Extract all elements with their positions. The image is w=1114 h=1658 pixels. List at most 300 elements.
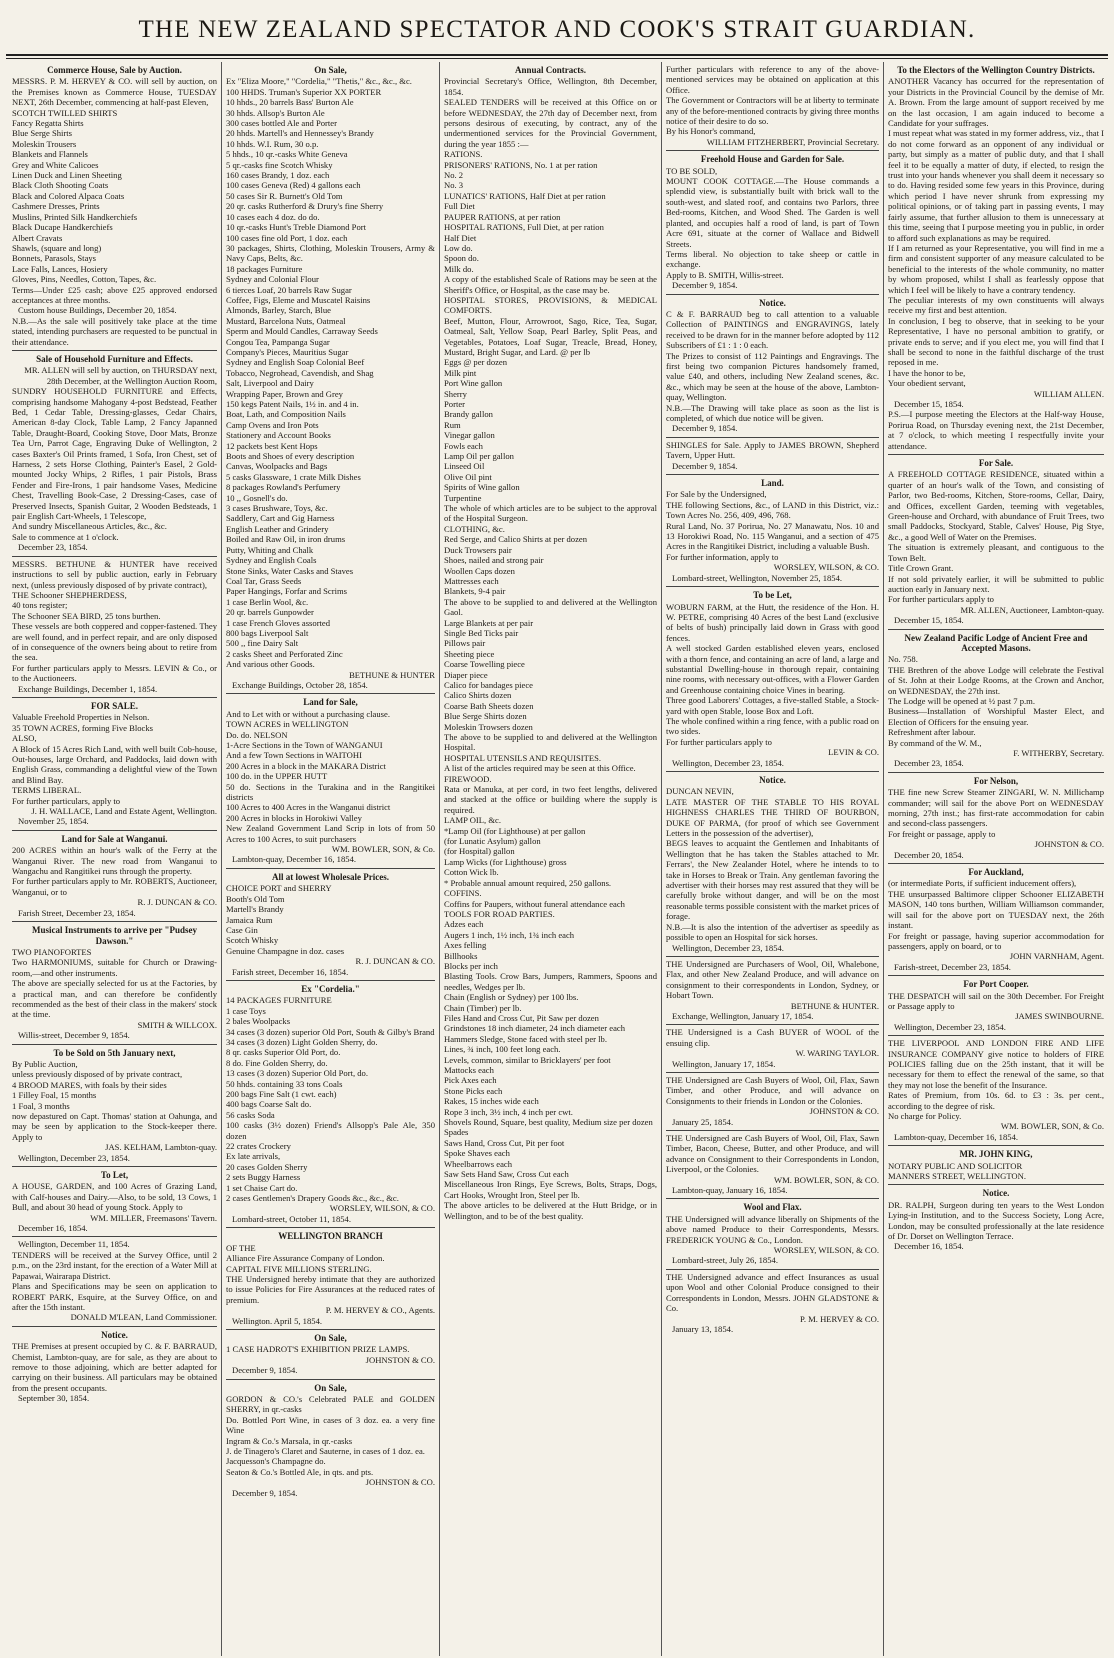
advertisement xyxy=(888,1036,1104,1146)
ad-line: Sydney and English Coals xyxy=(226,555,317,566)
ad-heading: MR. JOHN KING, xyxy=(959,1149,1033,1160)
ad-line: Boat, Lath, and Composition Nails xyxy=(226,409,346,420)
ad-line: Rope 3 inch, 3½ inch, 4 inch per cwt. xyxy=(444,1106,573,1117)
ad-line: 100 cases fine old Port, 1 doz. each xyxy=(226,232,348,243)
ad-line: 10 hhds., 20 barrels Bass' Burton Ale xyxy=(226,97,354,108)
advertisement xyxy=(666,1025,879,1073)
ad-line: And a few Town Sections in WAITOHI xyxy=(226,750,362,761)
ad-line: HOSPITAL UTENSILS AND REQUISITES. xyxy=(444,752,602,763)
ad-line: Wheelbarrows each xyxy=(444,1158,512,1169)
ad-line: Black Cloth Shooting Coats xyxy=(12,180,109,191)
ad-line: Coarse Bath Sheets dozen xyxy=(444,700,534,711)
ad-line: Gloves, Pins, Needles, Cotton, Tapes, &c. xyxy=(12,274,157,285)
ad-date: Wellington, January 17, 1854. xyxy=(672,1058,776,1069)
advertisement xyxy=(12,557,217,698)
ad-line: For further particulars, apply to xyxy=(12,795,121,806)
ad-line: For Sale by the Undersigned, xyxy=(666,489,767,500)
ad-line: Adzes each xyxy=(444,919,484,930)
ad-date: December 15, 1854. xyxy=(894,399,964,409)
ad-line: SCOTCH TWILLED SHIRTS xyxy=(12,107,118,118)
ad-line: THE Undersigned are Cash Buyers of Wool, Oil, Flax, Sawn Timber, Bacon, Cheese, Butter, and other Produce, and will advance on Consignment to their Correspondents in London, Liverpool, or the Colonies. xyxy=(666,1133,879,1175)
ad-line: The situation is extremely pleasant, and contiguous to the Town Belt. xyxy=(888,542,1104,563)
advertisement xyxy=(226,981,435,1228)
ad-line: Muslins, Printed Silk Handkerchiefs xyxy=(12,211,138,222)
ad-line: 1 set Chaise Cart do. xyxy=(226,1182,298,1193)
advertisement xyxy=(666,1131,879,1199)
ad-date: Exchange, Wellington, January 17, 1854. xyxy=(672,1010,814,1021)
ad-heading: FOR SALE. xyxy=(90,700,138,711)
ad-signature: JOHNSTON & CO. xyxy=(365,1477,435,1488)
ad-line: Scotch Whisky xyxy=(226,935,279,946)
ad-line: Martell's Brandy xyxy=(226,904,284,915)
ad-signature: WORSLEY, WILSON, & CO. xyxy=(773,1245,879,1256)
ad-signature: MR. ALLEN will sell by auction, on THURSDAY next, 28th December, at the Wellington Auction Room, xyxy=(24,365,217,386)
ad-line: 22 crates Crockery xyxy=(226,1141,291,1152)
ad-line: 10 hhds. W.I. Rum, 30 o.p. xyxy=(226,138,319,149)
ad-signature: WILLIAM FITZHERBERT, Provincial Secretary. xyxy=(706,136,879,147)
ad-line: Black Ducape Handkerchiefs xyxy=(12,222,113,233)
ad-line: Single Bed Ticks pair xyxy=(444,627,519,638)
advertisement xyxy=(666,957,879,1025)
ad-line: Plans and Specifications may be seen on application to ROBERT PARK, Esquire, at the Survey Office, on and after the 15th instant. xyxy=(12,1281,217,1312)
ad-line: Coffins for Paupers, without funeral attendance each xyxy=(444,898,625,909)
ad-date: December 23, 1854. xyxy=(894,758,964,769)
masthead xyxy=(0,0,1114,60)
ad-line: Rakes, 15 inches wide each xyxy=(444,1096,539,1107)
ad-signature: WORSLEY, WILSON, & CO. xyxy=(329,1203,435,1214)
ad-line: Shovels Round, Square, best quality, Medium size per dozen xyxy=(444,1117,653,1128)
ad-signature: JOHNSTON & CO. xyxy=(1034,839,1104,850)
ad-line: In conclusion, I beg to observe, that in seeking to be your Representative, I have no personal ambition to gratify, or private ends to serve; and if you elect me, you will find that I shall be second to none in the faithful discharge of the trust reposed in me. xyxy=(888,315,1104,368)
ad-line: HOSPITAL RATIONS, Full Diet, at per ration xyxy=(444,222,604,233)
ad-line: 30 packages, Shirts, Clothing, Moleskin Trousers, Army & Navy Caps, Belts, &c. xyxy=(226,242,435,264)
ad-line: Do. do. NELSON xyxy=(226,729,288,740)
ad-line: A HOUSE, GARDEN, and 100 Acres of Grazing Land, with Calf-houses and Dairy.—Also, to be sold, 13 Cows, 1 Bull, and about 30 head of young Stock. Apply to xyxy=(12,1181,217,1213)
ad-date: January 25, 1854. xyxy=(672,1116,734,1127)
ad-line: 34 cases (3 dozen) Light Golden Sherry, do. xyxy=(226,1036,378,1047)
ad-line: Mustard, Barcelona Nuts, Oatmeal xyxy=(226,315,346,326)
ad-line: Further particulars with reference to any of the above-mentioned services may be obtained on application at this Office. xyxy=(666,64,879,95)
ad-line: 100 Acres to 400 Acres in the Wanganui district xyxy=(226,802,391,813)
ad-signature: JOHNSTON & CO. xyxy=(809,1106,879,1117)
ad-date: Wellington, December 23, 1854. xyxy=(672,942,784,953)
ad-line: 200 Acres in blocks in Horokiwi Valley xyxy=(226,812,362,823)
ad-line: 3 cases Brushware, Toys, &c. xyxy=(226,503,328,514)
ad-line: THE DESPATCH will sail on the 30th December. For Freight or Passage apply to xyxy=(888,990,1104,1011)
ad-line: Coarse Towelling piece xyxy=(444,659,525,670)
ad-date: Wellington. April 5, 1854. xyxy=(232,1315,323,1326)
ad-line: The Government or Contractors will be at liberty to terminate any of the before-mentioned contracts by giving three months notice of their desire to do so. xyxy=(666,95,879,127)
ad-line: Full Diet xyxy=(444,201,475,212)
ad-date: Custom house Buildings, December 20, 1854. xyxy=(18,305,177,316)
ad-line: Duck Trowsers pair xyxy=(444,544,512,555)
ad-line: Salt, Liverpool and Dairy xyxy=(226,378,314,389)
ad-line: 40 tons register; xyxy=(12,600,68,611)
ad-line: A list of the articles required may be seen at this Office. xyxy=(444,763,636,774)
ad-line: 30 hhds. Allsop's Burton Ale xyxy=(226,107,325,118)
ad-heading: For Auckland, xyxy=(968,867,1024,878)
ad-line: 300 cases bottled Ale and Porter xyxy=(226,118,337,129)
ad-line: A FREEHOLD COTTAGE RESIDENCE, situated within a quarter of an hour's walk of the Town, and consisting of Parlor, two Bed-rooms, Kitchen, Store-rooms, Cellar, Dairy, and Offices, excellent Garden, teeming with vegetables, Green-house and Orchard, with abundance of Fruit Trees, two small Paddocks, Stockyard, Stable, Calves' House, Pig Stye, &c., a good Well of Water on the Premises. xyxy=(888,469,1104,542)
ad-line: THE Undersigned will advance liberally on Shipments of the above named Produce to their Correspondents, Messrs. FREDERICK YOUNG & Co., London. xyxy=(666,1213,879,1245)
ad-line: Tobacco, Negrohead, Cavendish, and Shag xyxy=(226,367,374,378)
ad-signature: JAMES SWINBOURNE. xyxy=(1015,1011,1104,1022)
ad-line: Ex late arrivals, xyxy=(226,1151,281,1162)
ad-line: 20 hhds. Martell's and Hennessey's Brandy xyxy=(226,128,374,139)
ad-line: For freight or passage, apply to xyxy=(888,828,996,839)
ad-heading: Musical Instruments to arrive per "Pudsey Dawson." xyxy=(31,925,198,946)
ad-line: Linen Duck and Linen Sheeting xyxy=(12,170,122,181)
ad-line: Milk pint xyxy=(444,367,477,378)
ad-line: 1 Filley Foal, 15 months xyxy=(12,1090,97,1101)
ad-line: 5 hhds., 10 qr.-casks White Geneva xyxy=(226,149,348,160)
ad-line: Black and Colored Alpaca Coats xyxy=(12,190,125,201)
ad-signature: LEVIN & CO. xyxy=(828,747,879,758)
ad-line: Files Hand and Cross Cut, Pit Saw per dozen xyxy=(444,1012,599,1023)
ad-line: Blankets and Flannels xyxy=(12,149,88,160)
ad-line: Stationery and Account Books xyxy=(226,430,331,441)
ad-line: 1 CASE HADROT'S EXHIBITION PRIZE LAMPS. xyxy=(226,1344,410,1355)
advertisement xyxy=(666,1270,879,1337)
ad-line: LAMP OIL, &c. xyxy=(444,815,501,826)
ad-line: If I am returned as your Representative, you will find in me a firm and consistent supporter of any measure calculated to be beneficial to the interests of the whole community, no matter by whom proposed, whilst I shall as fearlessly oppose that which I feel will be likely to have a contrary tendency. xyxy=(888,242,1104,295)
ad-signature: P. M. HERVEY & CO. xyxy=(800,1313,879,1324)
ad-line: Rum xyxy=(444,419,461,430)
advertisement xyxy=(226,869,435,981)
ad-heading: Land. xyxy=(761,478,784,489)
ad-line: Vinegar gallon xyxy=(444,430,495,441)
ad-signature: F. WITHERBY, Secretary. xyxy=(1013,748,1104,758)
ad-line: Sherry xyxy=(444,388,467,399)
ad-date: December 15, 1854. xyxy=(894,615,964,626)
ad-signature: WM. BOWLER, SON, & Co. xyxy=(331,844,435,855)
ad-date: Farish-street, December 23, 1854. xyxy=(894,961,1011,972)
ad-line: And various other Goods. xyxy=(226,659,315,670)
ad-date: December 20, 1854. xyxy=(894,849,964,860)
ad-signature: JAS. KELHAM, Lambton-quay. xyxy=(105,1142,217,1153)
ad-line: N.B.—The Drawing will take place as soon as the list is completed, of which due notice will be given. xyxy=(666,402,879,423)
ad-line: Calico Shirts dozen xyxy=(444,690,512,701)
ad-heading: To Let, xyxy=(100,1170,129,1181)
ad-heading: All at lowest Wholesale Prices. xyxy=(271,871,390,882)
ad-line: Porter xyxy=(444,399,466,409)
ad-line: Half Diet xyxy=(444,232,477,243)
ad-line: 2 casks Sheet and Perforated Zinc xyxy=(226,648,343,659)
ad-heading: To the Electors of the Wellington Country Districts. xyxy=(897,65,1095,75)
ad-line: N.B.—As the sale will positively take place at the time stated, intending purchasers are requested to be punctual in their attendance. xyxy=(12,315,217,347)
ad-line: THE Undersigned is a Cash BUYER of WOOL of the ensuing clip. xyxy=(666,1027,879,1048)
ad-signature: P. M. HERVEY & CO., Agents. xyxy=(325,1305,435,1316)
advertisement xyxy=(666,772,879,957)
ad-line: MESSRS. P. M. HERVEY & CO. will sell by auction, on the Premises known as Commerce House, TUESDAY NEXT, 26th December, commencing at half-past Eleven, xyxy=(12,76,217,108)
ad-line: MANNERS STREET, WELLINGTON. xyxy=(888,1171,1026,1182)
ad-line: The whole of which articles are to be subject to the approval of the Hospital Surgeon. xyxy=(444,503,657,524)
ad-line: 34 cases (3 dozen) superior Old Port, South & Gilby's Brand xyxy=(226,1026,435,1037)
page-columns xyxy=(8,62,1108,1656)
ad-line: *Lamp Oil (for Lighthouse) at per gallon xyxy=(444,825,586,836)
ad-date: Wellington, December 23, 1854. xyxy=(894,1021,1006,1032)
ad-line: Levels, common, similar to Bricklayers' per foot xyxy=(444,1054,611,1065)
ad-line: Turpentine xyxy=(444,492,482,503)
ad-line: 100 HHDS. Truman's Superior XX PORTER xyxy=(226,86,382,97)
ad-line: Case Gin xyxy=(226,924,258,935)
advertisement xyxy=(666,151,879,294)
ad-line: 50 hhds. containing 33 tons Coals xyxy=(226,1078,343,1089)
ad-line: 20 cases Golden Sherry xyxy=(226,1161,308,1172)
ad-date: Exchange Buildings, December 1, 1854. xyxy=(18,683,158,694)
advertisement xyxy=(666,1073,879,1131)
ad-heading: Sale of Household Furniture and Effects. xyxy=(36,353,193,364)
ad-heading: Freehold House and Garden for Sale. xyxy=(700,154,845,165)
ad-line: 1 case Toys xyxy=(226,1005,266,1016)
ad-signature: R. J. DUNCAN & CO. xyxy=(137,897,217,908)
ad-signature: WORSLEY, WILSON, & CO. xyxy=(773,562,879,573)
ad-signature: J. H. WALLACE, Land and Estate Agent, Wellington. xyxy=(31,806,217,817)
ad-line: Terms liberal. No objection to take sheep or cattle in exchange. xyxy=(666,248,879,270)
ad-signature: BETHUNE & HUNTER xyxy=(349,669,435,680)
ad-date: Exchange Buildings, October 28, 1854. xyxy=(232,679,368,690)
ad-heading: To be Sold on 5th January next, xyxy=(53,1047,176,1058)
ad-date: December 9, 1854. xyxy=(232,1365,298,1376)
ad-line: Three good Laborers' Cottages, a five-stalled Stable, a Stock-yard with open Stable, loose Box and Loft. xyxy=(666,695,879,716)
ad-line: Fancy Regatta Shirts xyxy=(12,118,84,129)
ad-line: (for Lunatic Asylum) gallon xyxy=(444,836,541,847)
ad-line: THE LIVERPOOL AND LONDON FIRE AND LIFE INSURANCE COMPANY give notice to holders of FIRE POLICIES falling due on the 25th instant, that it will be necessary for them to effect the renewal of the same, so that they may not lose the benefit of the Insurance. xyxy=(888,1038,1104,1090)
ad-heading: Land for Sale, xyxy=(303,697,358,708)
ad-date: Lambton-quay, December 16, 1854. xyxy=(894,1131,1019,1142)
ad-line: The above to be supplied to and delivered at the Wellington Gaol. xyxy=(444,596,657,618)
ad-line: 8 do. Fine Golden Sherry, do. xyxy=(226,1057,328,1068)
ad-line: P.S.—I purpose meeting the Electors at the Half-way House, Porirua Road, on Thursday evening next, the 21st December, at 7 o'clock, to which meeting I respectfully invite your attendance. xyxy=(888,409,1104,451)
ad-line: A Block of 15 Acres Rich Land, with well built Cob-house, Out-houses, large Orchard, and Paddocks, laid down with English Grass, commanding a delightful view of the Town and Blind Bay. xyxy=(12,743,217,785)
ad-line: Linseed Oil xyxy=(444,461,485,472)
ad-date: Farish Street, December 23, 1854. xyxy=(18,907,136,918)
ad-line: Red Serge, and Calico Shirts at per dozen xyxy=(444,534,588,545)
ad-line: 8 qr. casks Superior Old Port, do. xyxy=(226,1047,341,1058)
ad-line: 35 TOWN ACRES, forming Five Blocks xyxy=(12,722,154,733)
ad-line: ANOTHER Vacancy has occurred for the representation of your Districts in the Provincial Council by the demise of Mr. A. Brown. From the large amount of support received by me on the last occasion, I am again induced to become a Candidate for your suffrages. xyxy=(888,76,1104,129)
ad-line: MESSRS. BETHUNE & HUNTER have received instructions to sell by public auction, early in February next, (unless previously disposed of by private contract), xyxy=(12,558,217,590)
ad-line: The Schooner SEA BIRD, 25 tons burthen. xyxy=(12,610,161,621)
ad-line: Booth's Old Tom xyxy=(226,893,285,904)
ad-line: The above articles to be delivered at the Hutt Bridge, or in Wellington, and to be of the best quality. xyxy=(444,1200,657,1221)
ad-line: Lamp Oil per gallon xyxy=(444,451,514,462)
ad-line: 6 tierces Loaf, 20 barrels Raw Sugar xyxy=(226,284,352,295)
ad-line: If not sold privately earlier, it will be submitted to public auction early in January next. xyxy=(888,573,1104,594)
ad-line: 1-Acre Sections in the Town of WANGANUI xyxy=(226,740,383,750)
ad-signature: JOHNSTON & CO. xyxy=(365,1354,435,1365)
ad-line: Bonnets, Parasols, Stays xyxy=(12,253,97,264)
ad-line: For further particulars apply to Messrs. LEVIN & Co., or to the Auctioneers. xyxy=(12,662,217,684)
ad-line: Lines, ¾ inch, 100 feet long each. xyxy=(444,1044,561,1055)
ad-line: TO BE SOLD, xyxy=(666,165,718,176)
ad-line: Milk do. xyxy=(444,263,474,274)
ad-line: DUNCAN NEVIN, xyxy=(666,786,734,797)
ad-line: SUNDRY HOUSEHOLD FURNITURE and Effects, comprising handsome Mahogany 4-post Bedstead, Feather Bed, 1 Cedar Table, Dressing-glasses, Cedar Chairs, American 8-day Clock, Table Lamp, 2 Fancy Japanned Table, Draught-Board, Cooking Stove, Door Mats, Bronze Tea Urn, Parrot Cage, Engraving Duke of Wellington, 2 cases Baxter's Oil Prints framed, 1 Sofa, Iron Chest, set of Harness, 2 sets Horse Clothing, Painter's Easel, 2 Gold-mounted Jocky Whips, 2 Rifles, 1 pair Pistols, Brass Fender and Fire-Irons, 1 pair handsome Vases, Medicine Chest, Travelling Book-Case, 2 Dressing-Cases, case of Preserved Insects, Spanish Guitar, 2 Wooden Bedsteads, 1 pair English Cart-Wheels, 1 Telescope, xyxy=(12,386,217,522)
ad-signature: WM. MILLER, Freemasons' Tavern. xyxy=(90,1212,217,1223)
ad-heading: For Sale. xyxy=(978,458,1014,469)
ad-line: 100 cases Geneva (Red) 4 gallons each xyxy=(226,180,361,191)
ad-line: Woollen Caps dozen xyxy=(444,565,515,576)
ad-line: Valuable Freehold Properties in Nelson. xyxy=(12,712,150,723)
ad-line: Diaper piece xyxy=(444,669,488,680)
ad-line: The above to be supplied to and delivered at the Wellington Hospital. xyxy=(444,732,657,753)
ad-line: By Public Auction, xyxy=(12,1058,78,1069)
ad-line: Shawls, (square and long) xyxy=(12,242,102,253)
ad-line: The Lodge will be opened at ½ past 7 p.m. xyxy=(888,695,1036,706)
ad-line: For freight or passage, having superior accommodation for passengers, apply on board, or to xyxy=(888,930,1104,951)
ad-line: (or intermediate Ports, if sufficient inducement offers), xyxy=(888,878,1077,889)
ad-heading: Wool and Flax. xyxy=(743,1202,802,1213)
ad-date: December 9, 1854. xyxy=(672,280,738,291)
ad-line: HOSPITAL STORES, PROVISIONS, & MEDICAL COMFORTS. xyxy=(444,294,657,316)
ad-line: Putty, Whiting and Chalk xyxy=(226,544,314,555)
ad-line: Paper Hangings, Forfar and Scrims xyxy=(226,586,348,597)
ad-heading: Commerce House, Sale by Auction. xyxy=(47,65,182,75)
ad-line: And sundry Miscellaneous Articles, &c., &c. xyxy=(12,521,167,532)
ad-line: 56 casks Soda xyxy=(226,1109,275,1120)
advertisement xyxy=(666,62,879,151)
ad-line: Blocks per inch xyxy=(444,960,498,971)
ad-line: English Leather and Grindery xyxy=(226,523,329,534)
ad-line: THE Premises at present occupied by C. & F. BARRAUD, Chemist, Lambton-quay, are for sale, as they are about to remove to those adjoining, which are better adapted for carrying on their business. All particulars may be obtained from the present occupants. xyxy=(12,1341,217,1393)
ad-line: Jacquesson's Champagne do. xyxy=(226,1456,326,1467)
ad-line: THE Undersigned are Purchasers of Wool, Oil, Whalebone, Flax, and other New Zealand Produce, and will advance on consignment to their correspondents in London, Sydney, or Hobart Town. xyxy=(666,958,879,1001)
ad-line: Canvas, Woolpacks and Bags xyxy=(226,461,328,472)
ad-line: Ex "Eliza Moore," "Cordelia," "Thetis," &c., &c., &c. xyxy=(226,76,412,87)
newspaper-title: THE NEW ZEALAND SPECTATOR AND COOK'S STRAIT GUARDIAN. xyxy=(138,16,976,43)
ad-line: 12 packets best Kent Hops xyxy=(226,440,318,451)
advertisement xyxy=(888,630,1104,773)
ad-line: GORDON & CO.'s Celebrated PALE and GOLDEN SHERRY, in qr.-casks xyxy=(226,1393,435,1415)
ad-line: Almonds, Barley, Starch, Blue xyxy=(226,305,331,316)
ad-line: THE Undersigned hereby intimate that they are authorized to issue Policies for Fire Assurances at the reduced rates of premium. xyxy=(226,1273,435,1305)
ad-line: Cotton Wick lb. xyxy=(444,867,499,878)
ad-date: January 13, 1854. xyxy=(672,1323,734,1334)
ad-heading: To be Let, xyxy=(753,590,792,601)
ad-line: And to Let with or without a purchasing clause. xyxy=(226,708,390,719)
ad-signature: WM. BOWLER, SON, & CO. xyxy=(773,1174,879,1185)
ad-line: 50 do. Sections in the Turakina and in the Rangitikei districts xyxy=(226,781,435,803)
ad-date: Farish street, December 16, 1854. xyxy=(232,966,349,977)
ad-line: Chain (Timber) per lb. xyxy=(444,1002,522,1013)
ad-line: THE Brethren of the above Lodge will celebrate the Festival of St. John at their Lodge Rooms, at the Crown and Anchor, on WEDNESDAY, the 27th inst. xyxy=(888,664,1104,696)
advertisement xyxy=(12,62,217,351)
ad-signature: SMITH & WILLCOX. xyxy=(137,1019,217,1030)
ad-heading: Notice. xyxy=(101,1329,128,1340)
ad-line: COFFINS. xyxy=(444,888,482,899)
ad-line: Billhooks xyxy=(444,950,478,961)
ad-line: The Prizes to consist of 112 Paintings and Engravings. The first being two companion Pictures handsomely framed, value £40, and others, including New Zealand scenes, &c. &c., which may be seen at the house of the above, Lambton-quay, Wellington. xyxy=(666,350,879,403)
ad-line: OF THE xyxy=(226,1242,256,1253)
ad-line: ALSO, xyxy=(12,733,37,744)
ad-line: Sale to commence at 1 o'clock. xyxy=(12,531,119,542)
ad-date: December 16, 1854. xyxy=(894,1241,964,1252)
ad-line: Large Blankets at per pair xyxy=(444,617,534,628)
ad-date: December 9, 1854. xyxy=(672,423,738,434)
ad-line: Low do. xyxy=(444,242,473,253)
ad-heading: Ex "Cordelia." xyxy=(301,983,360,994)
ad-line: 10 cases each 4 doz. do do. xyxy=(226,211,320,222)
ad-line: J. de Tinagero's Claret and Sauterne, in cases of 1 doz. ea. xyxy=(226,1446,425,1456)
ad-line: Seaton & Co.'s Bottled Ale, in qts. and pts. xyxy=(226,1466,374,1477)
ad-line: 200 bags Fine Salt (1 cwt. each) xyxy=(226,1089,337,1099)
ad-line: 100 casks (3½ dozen) Friend's Allsopp's Pale Ale, 350 dozen xyxy=(226,1120,435,1141)
ad-line: Your obedient servant, xyxy=(888,378,966,389)
column-2 xyxy=(222,62,440,1656)
ad-line: For further information, apply to xyxy=(666,551,779,562)
ad-line: 200 ACRES within an hour's walk of the Ferry at the Wanganui River. The new road from Wanganui to Wangachu and Rangitikei runs through the property. xyxy=(12,845,217,877)
ad-line: THE Undersigned advance and effect Insurances as usual upon Wool and other Colonial Produce consigned to their Correspondents in London, Messrs. JOHN GLADSTONE & Co. xyxy=(666,1271,879,1314)
ad-date: Lombard-street, October 11, 1854. xyxy=(232,1213,352,1224)
ad-line: 1 Foal, 3 months xyxy=(12,1100,70,1111)
ad-date: Lambton-quay, January 16, 1854. xyxy=(672,1185,788,1196)
ad-date: December 9, 1854. xyxy=(232,1487,298,1498)
advertisement xyxy=(666,1199,879,1269)
advertisement xyxy=(226,1380,435,1501)
ad-heading: For Port Cooper. xyxy=(963,979,1029,990)
advertisement xyxy=(12,831,217,922)
ad-line: No. 3 xyxy=(444,180,464,191)
ad-line: TOOLS FOR ROAD PARTIES. xyxy=(444,908,555,919)
ad-line: 13 cases (3 dozen) Superior Old Port, do. xyxy=(226,1068,369,1079)
ad-line: TERMS LIBERAL. xyxy=(12,785,82,796)
ad-line: 20 qr. barrels Gunpowder xyxy=(226,607,314,618)
ad-line: N.B.—It is also the intention of the advertiser as speedily as possible to open an Hospital for sick horses. xyxy=(666,921,879,943)
ad-date: December 16, 1854. xyxy=(18,1223,88,1234)
ad-line: Jamaica Rum xyxy=(226,914,273,925)
ad-line: PRISONERS' RATIONS, No. 1 at per ration xyxy=(444,159,598,170)
column-4 xyxy=(662,62,884,1656)
ad-line: Cashmere Dresses, Prints xyxy=(12,201,100,212)
ad-line: LUNATICS' RATIONS, Half Diet at per ration xyxy=(444,190,606,201)
ad-line: 10 ,, Gosnell's do. xyxy=(226,492,288,503)
ad-line: By command of the W. M., xyxy=(888,737,982,748)
ad-line: The peculiar interests of my own constituents will always receive my first and best attention. xyxy=(888,294,1104,316)
ad-line: Miscellaneous Iron Rings, Eye Screws, Bolts, Straps, Dogs, Cart Hooks, Wrought Iron, Steel per lb. xyxy=(444,1179,657,1200)
ad-line: For further particulars apply to xyxy=(666,736,772,747)
ad-line: CHOICE PORT and SHERRY xyxy=(226,883,332,894)
ad-line: Saw Sets Hand Saw, Cross Cut each xyxy=(444,1169,569,1180)
ad-line: Company's Pieces, Mauritius Sugar xyxy=(226,346,349,357)
ad-line: For further particulars apply to Mr. ROBERTS, Auctioneer, Wanganui, or to xyxy=(12,876,217,897)
ad-signature: MR. ALLEN, Auctioneer, Lambton-quay. xyxy=(960,604,1104,615)
ad-heading: For Nelson, xyxy=(973,775,1019,786)
ad-line: NOTARY PUBLIC AND SOLICITOR xyxy=(888,1160,1023,1171)
ad-line: * Probable annual amount required, 250 gallons. xyxy=(444,877,612,888)
ad-line: Mattresses each xyxy=(444,575,499,586)
ad-line: BEGS leaves to acquaint the Gentlemen and Inhabitants of Wellington that he has taken the Stables attached to Mr. Ferrars', the New Zealander Hotel, where he intends to to take in Horses to Break or Train. Any gentleman favoring the advertiser with their horses may rest assured that they will be carefully broke without danger, and will be on the most reasonable terms possible consistent with the market prices of forage. xyxy=(666,838,879,922)
ad-line: TWO PIANOFORTES xyxy=(12,946,92,957)
ad-line: The above are specially selected for us at the Factories, by a practical man, and can therefore be confidently recommended as the best of their class in the makers' stock at the time. xyxy=(12,978,217,1020)
ad-line: THE following Sections, &c., of LAND in this District, viz.: Town Acres No. 256, 409, 496, 768. xyxy=(666,499,879,521)
ad-line: Congou Tea, Pampanga Sugar xyxy=(226,336,330,347)
ad-line: SEALED TENDERS will be received at this Office on or before WEDNESDAY, the 27th day of December next, from persons desirous of executing, by contract, any of the undermentioned services for the Provincial Government, during the year 1855 :— xyxy=(444,97,657,149)
ad-line: Spoke Shaves each xyxy=(444,1148,510,1159)
advertisement xyxy=(666,438,879,475)
ad-line: Moleskin Trousers xyxy=(12,138,77,149)
ad-line: 18 packages Furniture xyxy=(226,263,303,274)
advertisement xyxy=(12,1045,217,1167)
ad-line: Lamp Wicks (for Lighthouse) gross xyxy=(444,856,567,867)
ad-line: Rates of Premium, from 10s. 6d. to £3 : 3s. per cent., according to the degree of risk. xyxy=(888,1090,1104,1111)
ad-heading: On Sale, xyxy=(314,1382,347,1393)
advertisement xyxy=(888,864,1104,976)
ad-heading: Land for Sale at Wanganui. xyxy=(61,833,168,844)
ad-line: Apply to B. SMITH, Willis-street. xyxy=(666,269,784,280)
advertisement xyxy=(888,773,1104,864)
ad-line: Beef, Mutton, Flour, Arrowroot, Sago, Rice, Tea, Sugar, Oatmeal, Salt, Yellow Soap, Pearl Barley, Split Peas, and Vegetables, Potatoes, Loaf Sugar, Treacle, Bread, Honey, Mustard, Bright Sugar, and Lard. @ per lb xyxy=(444,315,657,357)
